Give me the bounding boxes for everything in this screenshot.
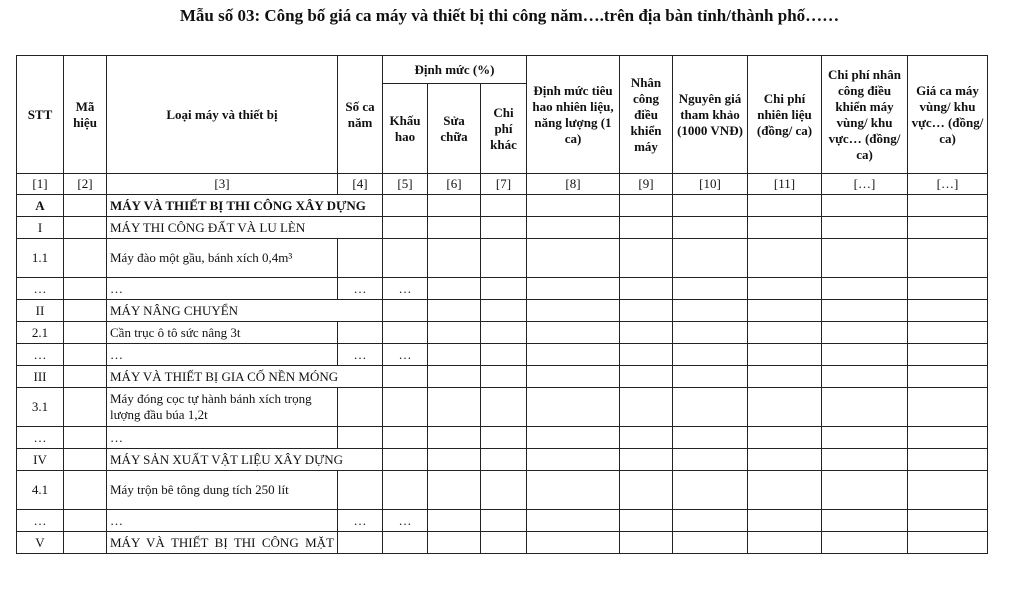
row-stt: …	[17, 344, 64, 366]
table-row-ellipsis	[17, 510, 988, 532]
header-stt: STT	[17, 56, 64, 174]
header-loai-may: Loại máy và thiết bị	[107, 56, 338, 174]
row-name: …	[107, 344, 338, 366]
table-row-ellipsis	[17, 427, 988, 449]
row-stt: 1.1	[17, 239, 64, 278]
column-index-row	[17, 174, 988, 195]
header-row-1	[17, 56, 988, 84]
header-dinh-muc: Định mức (%)	[383, 56, 527, 84]
table-row-item-4-1	[17, 471, 988, 510]
table-row-item-2-1	[17, 322, 988, 344]
col-index: [2]	[64, 174, 107, 195]
header-gia-ca-may: Giá ca máy vùng/ khu vực… (đồng/ ca)	[908, 56, 988, 174]
col-index: […]	[908, 174, 988, 195]
row-name: …	[107, 510, 338, 532]
table-row-group-i	[17, 217, 988, 239]
col-index: [8]	[527, 174, 620, 195]
col-index: [11]	[748, 174, 822, 195]
table-row-group-iv	[17, 449, 988, 471]
col-index: [1]	[17, 174, 64, 195]
col-index: [6]	[428, 174, 481, 195]
table-row-group-iii	[17, 366, 988, 388]
col-index: [4]	[338, 174, 383, 195]
header-nhan-cong: Nhân công điều khiển máy	[620, 56, 673, 174]
row-stt: III	[17, 366, 64, 388]
row-stt: …	[17, 427, 64, 449]
header-khau-hao: Khấu hao	[383, 84, 428, 174]
header-tieu-hao: Định mức tiêu hao nhiên liệu, năng lượng (1 ca)	[527, 56, 620, 174]
row-khau-hao: …	[383, 510, 428, 532]
row-stt: V	[17, 532, 64, 554]
row-name: Máy trộn bê tông dung tích 250 lít	[107, 471, 338, 510]
col-index: [7]	[481, 174, 527, 195]
row-stt: I	[17, 217, 64, 239]
form-title: Mẫu số 03: Công bố giá ca máy và thiết bị thi công năm….trên địa bàn tỉnh/thành phố……	[179, 6, 840, 25]
row-stt: A	[17, 195, 64, 217]
row-name: …	[107, 278, 338, 300]
row-name: Máy đóng cọc tự hành bánh xích trọng lượng đầu búa 1,2t	[107, 388, 338, 427]
row-name: Cần trục ô tô sức nâng 3t	[107, 322, 338, 344]
price-table	[16, 55, 988, 554]
row-so-ca: …	[338, 344, 383, 366]
table-row-group-ii	[17, 300, 988, 322]
row-name: MÁY VÀ THIẾT BỊ THI CÔNG MẶT	[107, 532, 338, 554]
row-name: MÁY THI CÔNG ĐẤT VÀ LU LÈN	[107, 217, 383, 239]
row-stt: 2.1	[17, 322, 64, 344]
table-row-ellipsis	[17, 344, 988, 366]
row-name: MÁY NÂNG CHUYỂN	[107, 300, 383, 322]
row-khau-hao: …	[383, 278, 428, 300]
table-row-item-1-1	[17, 239, 988, 278]
header-sua-chua: Sửa chữa	[428, 84, 481, 174]
row-stt: …	[17, 510, 64, 532]
col-index: [10]	[673, 174, 748, 195]
row-khau-hao: …	[383, 344, 428, 366]
row-stt: …	[17, 278, 64, 300]
row-name: MÁY VÀ THIẾT BỊ THI CÔNG XÂY DỰNG	[107, 195, 383, 217]
row-so-ca: …	[338, 510, 383, 532]
table-row-group-v	[17, 532, 988, 554]
row-stt: 4.1	[17, 471, 64, 510]
row-name: MÁY SẢN XUẤT VẬT LIỆU XÂY DỰNG	[107, 449, 383, 471]
col-index: [3]	[107, 174, 338, 195]
table-row-section-a	[17, 195, 988, 217]
col-index: […]	[822, 174, 908, 195]
header-so-ca-nam: Số ca năm	[338, 56, 383, 174]
row-stt: 3.1	[17, 388, 64, 427]
col-index: [9]	[620, 174, 673, 195]
row-so-ca: …	[338, 278, 383, 300]
header-ma-hieu: Mã hiệu	[64, 56, 107, 174]
header-chi-phi-nhien-lieu: Chi phí nhiên liệu (đồng/ ca)	[748, 56, 822, 174]
row-name: …	[107, 427, 338, 449]
row-name: MÁY VÀ THIẾT BỊ GIA CỐ NỀN MÓNG	[107, 366, 383, 388]
header-chi-phi-nhan-cong: Chi phí nhân công điều khiển máy vùng/ khu vực… (đồng/ ca)	[822, 56, 908, 174]
col-index: [5]	[383, 174, 428, 195]
row-name: Máy đào một gầu, bánh xích 0,4m³	[107, 239, 338, 278]
header-chi-phi-khac: Chi phí khác	[481, 84, 527, 174]
row-stt: II	[17, 300, 64, 322]
header-nguyen-gia: Nguyên giá tham khảo (1000 VNĐ)	[673, 56, 748, 174]
row-stt: IV	[17, 449, 64, 471]
table-row-ellipsis	[17, 278, 988, 300]
table-row-item-3-1	[17, 388, 988, 427]
